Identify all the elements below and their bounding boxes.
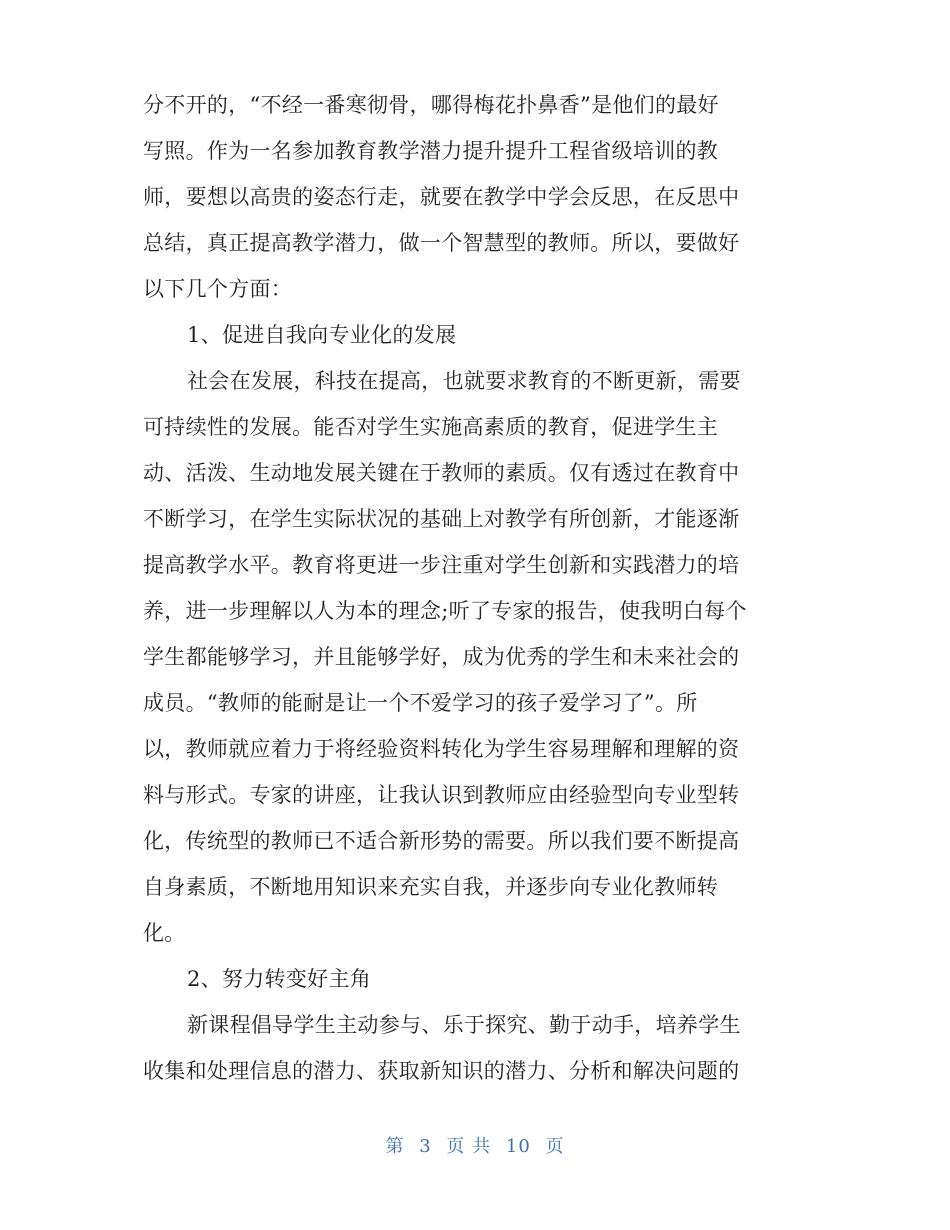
current-page-number: 3 <box>419 1136 432 1157</box>
text-line-21: 新课程倡导学生主动参与、乐于探究、勤于动手，培养学生 <box>187 1013 741 1037</box>
section-heading-1: 1、促进自我向专业化的发展 <box>187 323 457 347</box>
section-heading-2: 2、努力转变好主角 <box>187 967 372 991</box>
text-line-7: 社会在发展，科技在提高，也就要求教育的不断更新，需要 <box>187 369 741 393</box>
text-line-16: 料与形式。专家的讲座，让我认识到教师应由经验型向专业型转 <box>143 783 740 807</box>
text-line-10: 不断学习，在学生实际状况的基础上对教学有所创新，才能逐渐 <box>143 507 740 531</box>
text-line-18: 自身素质，不断地用知识来充实自我，并逐步向专业化教师转 <box>143 875 719 899</box>
page-footer <box>0 1132 950 1158</box>
text-line-11: 提高教学水平。教育将更进一步注重对学生创新和实践潜力的培 <box>143 553 740 577</box>
text-line-3: 师，要想以高贵的姿态行走，就要在教学中学会反思，在反思中 <box>143 185 740 209</box>
text-line-22: 收集和处理信息的潜力、获取新知识的潜力、分析和解决问题的 <box>143 1059 740 1083</box>
text-line-19: 化。 <box>143 921 186 945</box>
total-pages-number: 10 <box>505 1136 531 1157</box>
footer-mid: 页 共 <box>446 1136 492 1157</box>
text-line-8: 可持续性的发展。能否对学生实施高素质的教育，促进学生主 <box>143 415 719 439</box>
text-line-4: 总结，真正提高教学潜力，做一个智慧型的教师。所以，要做好 <box>143 231 740 255</box>
text-line-13: 学生都能够学习，并且能够学好，成为优秀的学生和未来社会的 <box>143 645 740 669</box>
text-line-15: 以，教师就应着力于将经验资料转化为学生容易理解和理解的资 <box>143 737 740 761</box>
text-line-14: 成员。“教师的能耐是让一个不爱学习的孩子爱学习了”。所 <box>143 691 698 715</box>
footer-prefix: 第 <box>385 1136 405 1157</box>
text-line-2: 写照。作为一名参加教育教学潜力提升提升工程省级培训的教 <box>143 139 719 163</box>
text-line-5: 以下几个方面： <box>143 277 293 301</box>
text-line-12: 养，进一步理解以人为本的理念;听了专家的报告，使我明白每个 <box>143 599 747 623</box>
text-line-9: 动、活泼、生动地发展关键在于教师的素质。仅有透过在教育中 <box>143 461 740 485</box>
text-line-1: 分不开的，“不经一番寒彻骨，哪得梅花扑鼻香”是他们的最好 <box>143 93 719 117</box>
body-text <box>143 82 813 1094</box>
footer-suffix: 页 <box>545 1136 565 1157</box>
text-line-17: 化，传统型的教师已不适合新形势的需要。所以我们要不断提高 <box>143 829 740 853</box>
